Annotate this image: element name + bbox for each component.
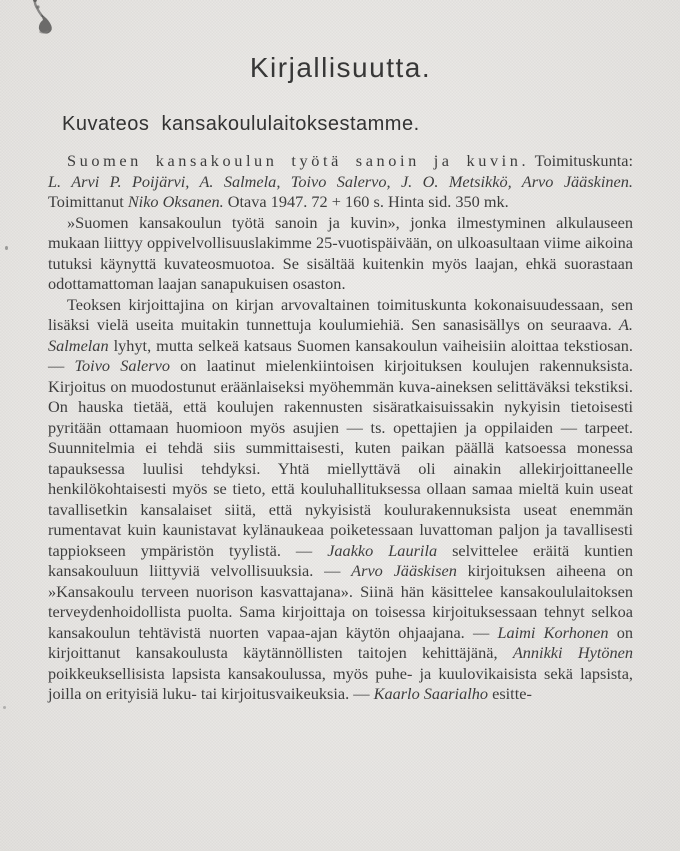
italic-run: Jaakko Laurila (327, 540, 438, 560)
spaced-run: Suomen kansakoulun työtä sanoin ja kuvin. (67, 151, 530, 170)
page-title: Kirjallisuutta. (249, 52, 432, 83)
text-run: Teoksen kirjoittajina on kirjan arvovaltainen toimituskunta kokonaisuudessaan, sen lisäksi vielä useita muitakin tunnettuja koulumiehiä. Sen sanasisällys on seuraava. (48, 294, 633, 334)
section-heading: Kuvateos kansakoululaitoksestamme. (62, 113, 420, 135)
text-run: esitte- (488, 684, 532, 703)
text-run: »Suomen kansakoulun työtä sanoin ja kuvin», jonka ilmestyminen alkulauseen mukaan liittyy oppivelvollisuuslakimme 25-vuotispäivään, on ulkoasultaan viime aikoina tutuksi käynyttä kuvateosmuotoa. Se sisältää kuitenkin myös laajan, ehkä suorastaan odottamattoman laajan sanapukuisen osaston. (48, 212, 633, 293)
italic-run: Kaarlo Saarialho (373, 684, 489, 703)
italic-run: Laimi Korhonen (497, 622, 609, 642)
text-run: selvittelee eräitä kuntien kansakouluun liittyviä velvollisuuksia. — (48, 540, 634, 580)
paragraph (48, 151, 633, 213)
paragraph (48, 295, 633, 705)
text-run: poikkeuksellisista lapsista kansakoulussa, myös puhe- ja kuulovikaisista sekä lapsista, joilla on erityisiä luku- tai kirjoitusvaikeuksia. — (48, 663, 633, 703)
italic-run: Niko Oksanen. (127, 192, 224, 211)
text-run: lyhyt, mutta selkeä katsaus Suomen kansakoulun vaiheisiin aloittaa tekstiosan. — (48, 335, 633, 375)
paragraph (48, 213, 633, 295)
review-body (48, 151, 633, 705)
text-run: Toimittanut (48, 192, 128, 211)
text-run: on kirjoittanut kansakoulusta käytännöllisten taitojen kehittäjänä, (48, 622, 633, 662)
italic-run: A. Salmelan (48, 315, 633, 355)
text-run: Toimituskunta: (529, 151, 633, 170)
italic-run: L. Arvi P. Poijärvi, A. Salmela, Toivo Salervo, J. O. Metsikkö, Arvo Jääskinen. (48, 171, 633, 191)
text-run: Otava 1947. 72 + 160 s. Hinta sid. 350 mk. (223, 192, 509, 211)
text-run: kirjoituksen aiheena on »Kansakoulu terveen nuorison kasvattajana». Siinä hän käsittelee kansakoululaitoksen terveydenhoidollista puolta. Sama kirjoittaja on toisessa kirjoituksessaan tehnyt selkoa kansakoulun tehtävistä nuorten vapaa-ajan käytön ohjaajana. — (48, 561, 634, 642)
scan-speck (3, 706, 6, 709)
text-run: on laatinut mielenkiintoisen kirjoituksen koulujen rakennuksista. Kirjoitus on muodostunut eräänlaiseksi myöhemmän kuva-aineksen selittäväksi tekstiksi. On hauska tietää, että koulujen rakennusten sisäratkaisuissakin nykyisin tietoisesti pyritään ottamaan huomioon myös asujien — ts. opettajien ja oppilaiden — tarpeet. Suunnitelmia ei tehdä siis summittaisesti, kuten paikan päällä katsoessa monessa tapauksessa luulisi tehdyksi. Yhtä miellyttävä oli ainakin allekirjoittaneelle henkilökohtaisesti myös se tieto, että kouluhallituksessa ollaan samaa mieltä kuin useat tavallisetkin kansalaiset siitä, että nykyisistä koulurakennuksista useat enemmän rumentavat kuin kaunistavat kylänaukeaa poiketessaan luvattoman paljon ja tavallisesti tappiokseen ympäristön tyylistä. — (48, 356, 633, 560)
scan-speck (5, 246, 8, 250)
italic-run: Arvo Jääskisen (351, 561, 457, 580)
italic-run: Toivo Salervo (74, 356, 170, 375)
italic-run: Annikki Hytönen (512, 643, 633, 662)
